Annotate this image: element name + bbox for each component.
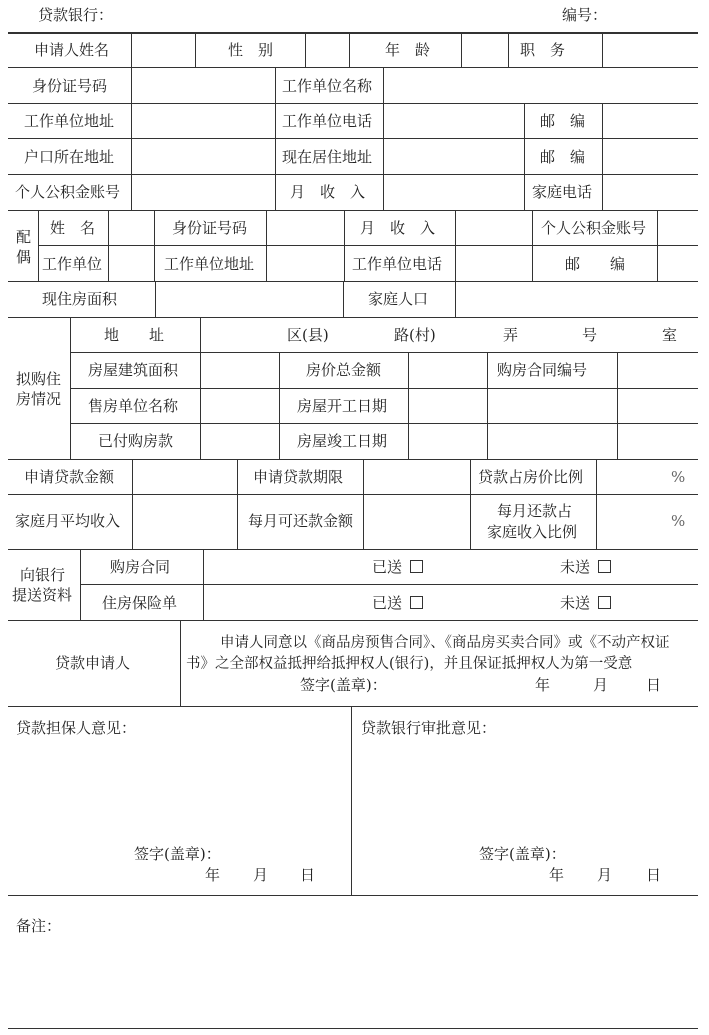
col-line	[532, 210, 533, 281]
row-line	[8, 210, 698, 211]
col-line	[132, 459, 133, 549]
consent-text-line-2: 书》之全部权益抵押给抵押权人(银行)，并且保证抵押权人为第一受意	[186, 656, 633, 672]
spouse-label-2: 偶	[16, 248, 32, 266]
employer-addr-label: 工作单位地址	[24, 112, 115, 130]
col-line	[461, 32, 462, 67]
seller-label: 售房单位名称	[88, 397, 179, 415]
col-line	[275, 67, 276, 210]
col-line	[596, 459, 597, 549]
sent-label: 已送	[372, 594, 403, 612]
ratio-income-label-1: 每月还款占	[497, 502, 573, 520]
col-line	[349, 32, 350, 67]
loan-term-label: 申请贷款期限	[253, 468, 344, 486]
family-size-label: 家庭人口	[368, 290, 429, 308]
row-line	[8, 459, 698, 460]
table-top-border	[8, 32, 698, 34]
col-line	[487, 352, 488, 459]
year-label: 年	[535, 676, 551, 694]
house-number-label: 号	[582, 326, 598, 344]
col-line	[155, 281, 156, 317]
row-line	[8, 103, 698, 104]
row-line	[8, 620, 698, 621]
spouse-name-label: 姓 名	[50, 219, 96, 237]
col-line	[203, 549, 204, 620]
col-line	[131, 32, 132, 210]
year-label: 年	[205, 866, 221, 884]
col-line	[351, 706, 352, 895]
finish-date-label: 房屋竣工日期	[297, 432, 388, 450]
employer-label: 工作单位名称	[282, 77, 373, 95]
monthly-repay-label: 每月可还款金额	[248, 512, 354, 530]
col-line	[180, 620, 181, 706]
monthly-income-label: 月 收 入	[290, 183, 366, 201]
applicant-sign-label: 签字(盖章)：	[300, 676, 387, 694]
paid-label: 已付购房款	[98, 432, 174, 450]
col-line	[383, 67, 384, 210]
day-label: 日	[646, 676, 662, 694]
doc-insurance-label: 住房保险单	[102, 594, 178, 612]
col-line	[602, 32, 603, 67]
row-line	[8, 706, 698, 707]
sent-label: 已送	[372, 558, 403, 576]
applicant-block-label: 贷款申请人	[55, 654, 131, 672]
remarks-label: 备注：	[16, 917, 62, 935]
col-line	[363, 459, 364, 549]
address-label: 地 址	[104, 326, 165, 344]
row-line	[8, 281, 698, 282]
col-line	[455, 281, 456, 317]
purchase-label-1: 拟购住	[16, 370, 62, 388]
row-line	[70, 352, 698, 353]
row-line	[8, 317, 698, 318]
hukou-addr-label: 户口所在地址	[24, 148, 115, 166]
row-line	[8, 174, 698, 175]
row-line	[70, 423, 698, 424]
spouse-fund-label: 个人公积金账号	[541, 219, 647, 237]
current-addr-label: 现在居住地址	[282, 148, 373, 166]
col-line	[344, 210, 345, 281]
row-line	[80, 584, 698, 585]
ratio-price-label: 贷款占房价比例	[478, 468, 584, 486]
postcode-label: 邮 编	[540, 148, 586, 166]
home-phone-label: 家庭电话	[532, 183, 593, 201]
col-line	[200, 317, 201, 459]
col-line	[617, 352, 618, 459]
day-label: 日	[646, 866, 662, 884]
spouse-income-label: 月 收 入	[360, 219, 436, 237]
col-line	[279, 352, 280, 459]
room-label: 室	[662, 326, 678, 344]
percent-sign: %	[671, 468, 686, 486]
fund-account-label: 个人公积金账号	[15, 183, 121, 201]
guarantor-sign-label: 签字(盖章)：	[134, 845, 221, 863]
bank-opinion-label: 贷款银行审批意见：	[361, 719, 497, 737]
spouse-id-label: 身份证号码	[172, 219, 248, 237]
postcode-label: 邮 编	[540, 112, 586, 130]
total-price-label: 房价总金额	[306, 361, 382, 379]
doc-contract-label: 购房合同	[110, 558, 171, 576]
spouse-employer-addr-label: 工作单位地址	[164, 255, 255, 273]
age-label: 年 龄	[385, 41, 431, 59]
col-line	[70, 317, 71, 459]
purchase-label-2: 房情况	[16, 390, 62, 408]
col-line	[38, 210, 39, 281]
district-label: 区(县)	[287, 326, 329, 344]
spouse-postcode-label: 邮 编	[565, 255, 626, 273]
bank-sign-label: 签字(盖章)：	[479, 845, 566, 863]
spouse-employer-phone-label: 工作单位电话	[352, 255, 443, 273]
col-line	[108, 210, 109, 281]
gender-label: 性 别	[228, 41, 274, 59]
road-label: 路(村)	[394, 326, 436, 344]
col-line	[508, 32, 509, 67]
month-label: 月	[597, 866, 613, 884]
lane-label: 弄	[503, 326, 519, 344]
percent-sign: %	[671, 512, 686, 530]
day-label: 日	[300, 866, 316, 884]
row-line	[8, 494, 698, 495]
col-line	[305, 32, 306, 67]
employer-phone-label: 工作单位电话	[282, 112, 373, 130]
house-area-label: 现住房面积	[42, 290, 118, 308]
col-line	[602, 103, 603, 210]
sent-checkbox[interactable]	[410, 560, 423, 573]
spouse-label-1: 配	[16, 228, 32, 246]
month-label: 月	[253, 866, 269, 884]
col-line	[408, 352, 409, 459]
number-label: 编号：	[562, 6, 608, 24]
row-line	[8, 138, 698, 139]
family-income-label: 家庭月平均收入	[15, 512, 121, 530]
col-line	[80, 549, 81, 620]
loan-amount-label: 申请贷款金额	[24, 468, 115, 486]
row-line	[70, 388, 698, 389]
doc-insurance-not-sent	[560, 594, 611, 612]
table-bottom-border	[8, 1028, 698, 1029]
consent-text-line-1: 申请人同意以《商品房预售合同》、《商品房买卖合同》或《不动产权证	[220, 635, 670, 651]
col-line	[343, 281, 344, 317]
col-line	[154, 210, 155, 281]
guarantor-opinion-label: 贷款担保人意见：	[16, 719, 137, 737]
col-line	[657, 210, 658, 281]
row-line	[8, 895, 698, 896]
sent-checkbox[interactable]	[410, 596, 423, 609]
doc-contract-not-sent	[560, 558, 611, 576]
row-line	[8, 549, 698, 550]
documents-label-1: 向银行	[20, 566, 66, 584]
applicant-name-label: 申请人姓名	[34, 41, 110, 59]
start-date-label: 房屋开工日期	[297, 397, 388, 415]
documents-label-2: 提送资料	[12, 586, 73, 604]
col-line	[470, 459, 471, 549]
not-sent-label: 未送	[560, 558, 591, 576]
row-line	[8, 67, 698, 68]
not-sent-label: 未送	[560, 594, 591, 612]
doc-contract-sent	[372, 558, 423, 576]
spouse-employer-label: 工作单位	[42, 255, 103, 273]
not-sent-checkbox[interactable]	[598, 560, 611, 573]
col-line	[455, 210, 456, 281]
bank-label: 贷款银行：	[38, 6, 114, 24]
col-line	[524, 103, 525, 210]
not-sent-checkbox[interactable]	[598, 596, 611, 609]
position-label: 职 务	[520, 41, 566, 59]
floor-area-label: 房屋建筑面积	[88, 361, 179, 379]
id-no-label: 身份证号码	[32, 77, 108, 95]
col-line	[237, 459, 238, 549]
doc-insurance-sent	[372, 594, 423, 612]
ratio-income-label-2: 家庭收入比例	[487, 523, 578, 541]
row-line	[38, 245, 698, 246]
year-label: 年	[549, 866, 565, 884]
col-line	[195, 32, 196, 67]
contract-no-label: 购房合同编号	[497, 361, 588, 379]
col-line	[266, 210, 267, 281]
month-label: 月	[593, 676, 609, 694]
